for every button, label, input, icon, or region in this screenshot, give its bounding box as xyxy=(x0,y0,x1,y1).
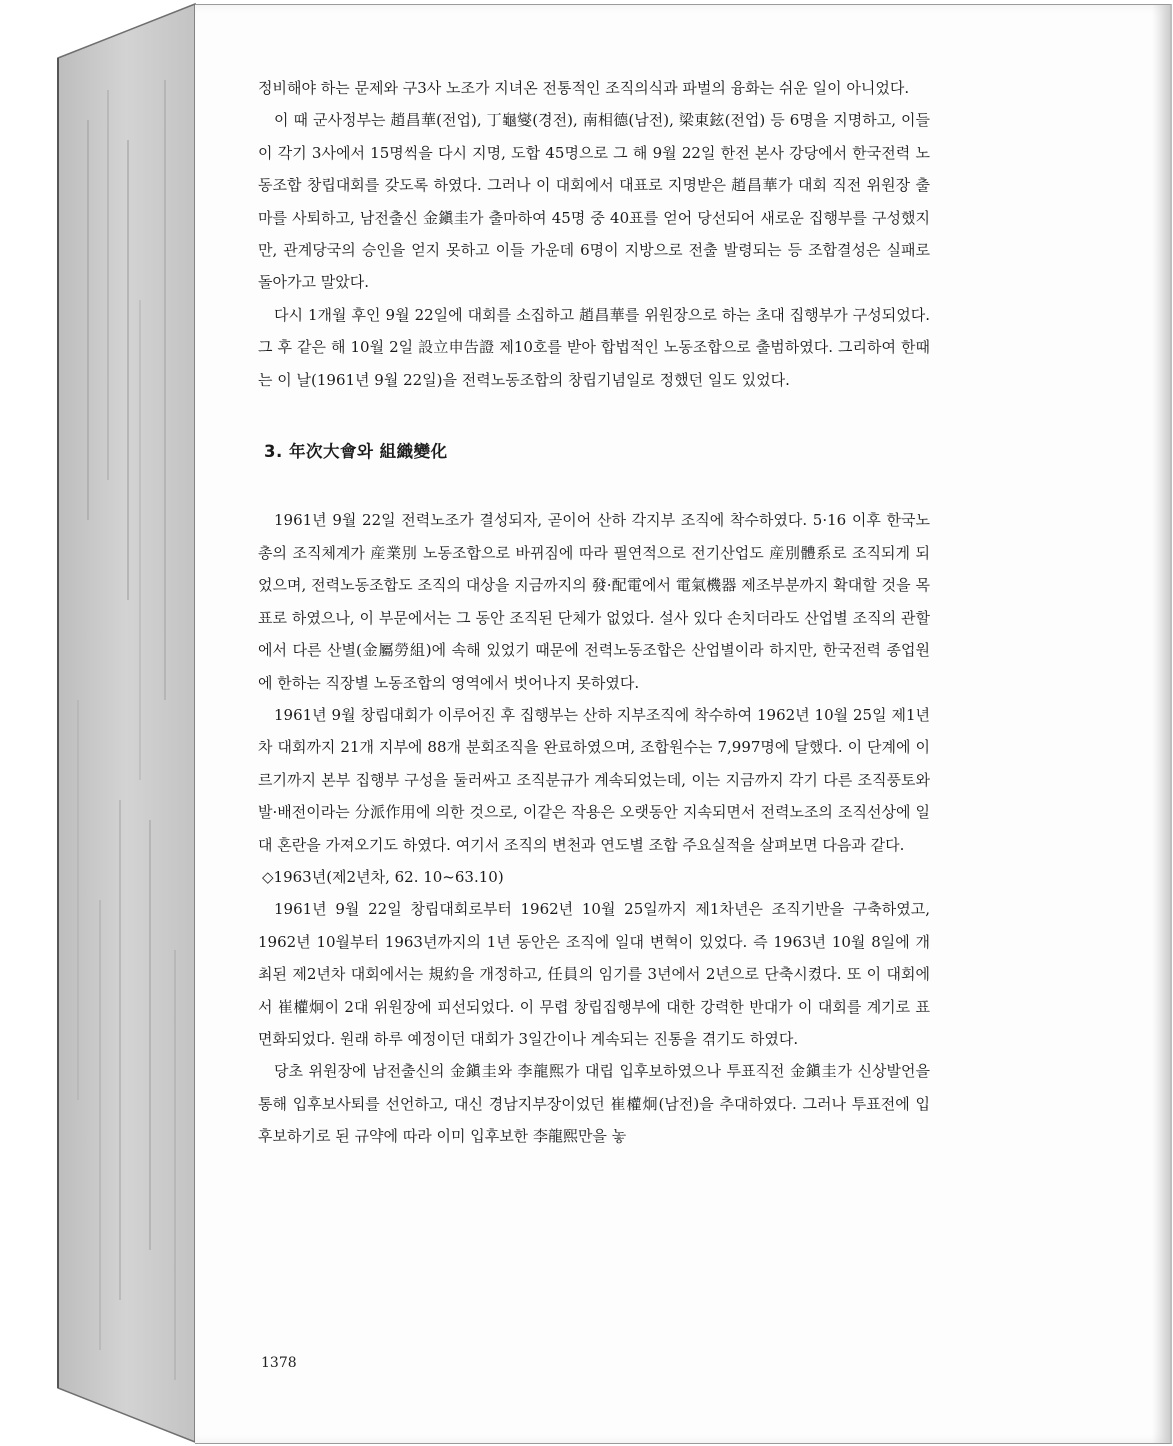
page-edge-shadow xyxy=(1152,5,1170,1443)
book-spine xyxy=(0,0,200,1446)
paragraph: 1961년 9월 22일 전력노조가 결성되자, 곧이어 산하 각지부 조직에 착수하였다. 5·16 이후 한국노총의 조직체계가 産業別 노동조합으로 바뀌짐에 따라 필연적으로 전기산업도 産別體系로 조직되게 되었으며, 전력노동조합도 조직의 대상을 지금까지의 發·配電에서 電氣機器 제조부분까지 확대할 것을 목표로 하였으나, 이 부문에서는 그 동안 조직된 단체가 없었다. 설사 있다 손치더라도 산업별 조직의 관할에서 다른 산별(金屬勞組)에 속해 있었기 때문에 전력노동조합은 산업별이라 하지만, 한국전력 종업원에 한하는 직장별 노동조합의 영역에서 벗어나지 못하였다. xyxy=(258,511,930,692)
page-number: 1378 xyxy=(261,1355,297,1371)
paragraph-continuation: 정비해야 하는 문제와 구3사 노조가 지녀온 전통적인 조직의식과 파벌의 융화는 쉬운 일이 아니었다. xyxy=(258,79,910,97)
paragraph: 1961년 9월 22일 창립대회로부터 1962년 10월 25일까지 제1차년은 조직기반을 구축하였고, 1962년 10월부터 1963년까지의 1년 동안은 조직에 일대 변혁이 있었다. 즉 1963년 10월 8일에 개최된 제2년차 대회에서는 規約을 개정하고, 任員의 임기를 3년에서 2년으로 단축시켰다. 또 이 대회에서 崔權炯이 2대 위원장에 피선되었다. 이 무렵 창립집행부에 대한 강력한 반대가 이 대회를 계기로 표면화되었다. 원래 하루 예정이던 대회가 3일간이나 계속되는 진통을 겪기도 하였다. xyxy=(258,900,930,1048)
paragraph: 다시 1개월 후인 9월 22일에 대회를 소집하고 趙昌華를 위원장으로 하는 초대 집행부가 구성되었다. 그 후 같은 해 10월 2일 設立申告證 제10호를 받아 합법적인 노동조합으로 출범하였다. 그리하여 한때는 이 날(1961년 9월 22일)을 전력노동조합의 창립기념일로 정했던 일도 있었다. xyxy=(258,305,930,389)
body-text xyxy=(258,72,930,1153)
subsection-marker: ◇1963년(제2년차, 62. 10~63.10) xyxy=(262,867,504,886)
paragraph: 이 때 군사정부는 趙昌華(전업), 丁龜燮(경전), 南相德(남전), 梁東鉉(전업) 등 6명을 지명하고, 이들이 각기 3사에서 15명씩을 다시 지명, 도합 45명으로 그 해 9월 22일 한전 본사 강당에서 한국전력 노동조합 창립대회를 갖도록 하였다. 그러나 이 대회에서 대표로 지명받은 趙昌華가 대회 직전 위원장 출마를 사퇴하고, 남전출신 金鎭圭가 출마하여 45명 중 40표를 얻어 당선되어 새로운 집행부를 구성했지만, 관계당국의 승인을 얻지 못하고 이들 가운데 6명이 지방으로 전출 발령되는 등 조합결성은 실패로 돌아가고 말았다. xyxy=(258,111,930,292)
section-heading: 3. 年次大會와 組織變化 xyxy=(264,442,448,462)
paragraph: 1961년 9월 창립대회가 이루어진 후 집행부는 산하 지부조직에 착수하여 1962년 10월 25일 제1년차 대회까지 21개 지부에 88개 분회조직을 완료하였으며, 조합원수는 7,997명에 달했다. 이 단계에 이르기까지 본부 집행부 구성을 둘러싸고 조직분규가 계속되었는데, 이는 지금까지 각기 다른 조직풍토와 발·배전이라는 分派作用에 의한 것으로, 이같은 작용은 오랫동안 지속되면서 전력노조의 조직선상에 일대 혼란을 가져오기도 하였다. 여기서 조직의 변천과 연도별 조합 주요실적을 살펴보면 다음과 같다. xyxy=(258,705,930,854)
paragraph: 당초 위원장에 남전출신의 金鎭圭와 李龍熙가 대립 입후보하였으나 투표직전 金鎭圭가 신상발언을 통해 입후보사퇴를 선언하고, 대신 경남지부장이었던 崔權炯(남전)을 추대하였다. 그러나 투표전에 입후보하기로 된 규약에 따라 이미 입후보한 李龍熙만을 놓 xyxy=(258,1062,930,1146)
